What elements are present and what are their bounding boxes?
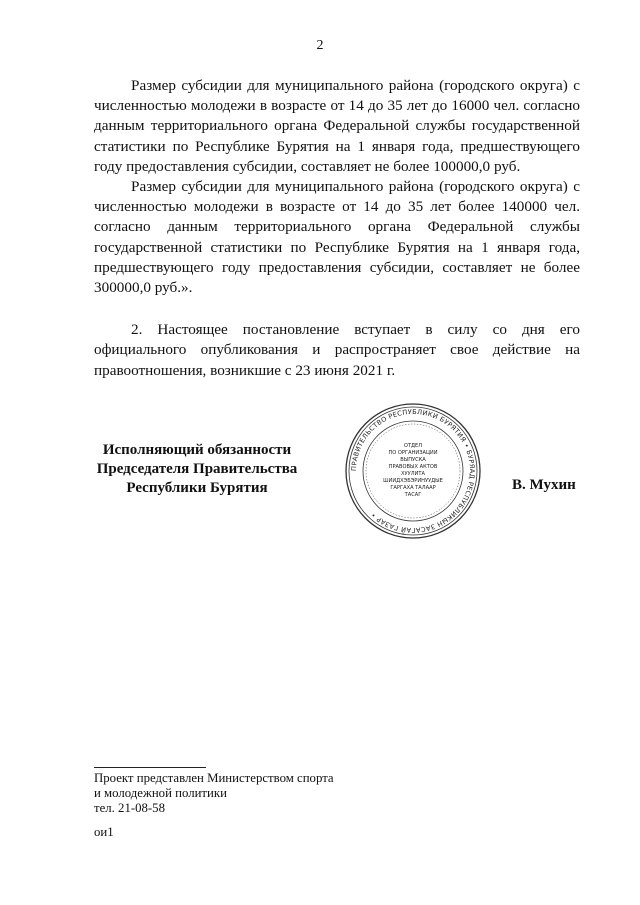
seal-line: ТАСАГ: [404, 492, 422, 498]
seal-line: ВЫПУСКА: [400, 457, 426, 463]
seal-line: ОТДЕЛ: [403, 443, 423, 449]
position-line: Исполняющий обязанности: [102, 442, 292, 458]
seal-line: ХУУЛИТА: [401, 471, 425, 477]
signatory-name: В. Мухин: [512, 477, 576, 493]
footnote: [94, 771, 334, 816]
document-body: [94, 76, 580, 381]
seal-line: ПО ОРГАНИЗАЦИИ: [388, 450, 438, 456]
seal-ring-text: ПРАВИТЕЛЬСТВО РЕСПУБЛИКИ БУРЯТИЯ • БУРЯАД РЕСПУБЛИКЫН ЗАСАГАЙ ГАЗАР •: [349, 407, 477, 535]
paragraph-subsidy-small: Размер субсидии для муниципального района (городского округа) с численностью молодежи в возрасте от 14 до 35 лет до 16000 чел. согласно данным территориального органа Федеральной службы государственной статистики по Республике Бурятия на 1 января года, предшествующего году предоставления субсидии, составляет не более 100000,0 руб.: [94, 77, 580, 175]
official-seal-stamp: [344, 402, 482, 540]
seal-line: ГАРГАХА ТАЛААР: [390, 485, 436, 491]
footnote-line: и молодежной политики: [94, 786, 227, 800]
footnote-line: Проект представлен Министерством спорта: [94, 771, 334, 785]
seal-line: ПРАВОВЫХ АКТОВ: [388, 464, 438, 470]
page-number: 2: [316, 38, 324, 53]
seal-line: ШИИДХЭБЭРИНУУДЫЕ: [383, 478, 443, 484]
document-code: ои1: [94, 825, 114, 839]
footnote-divider: [94, 767, 206, 768]
signatory-position: [94, 441, 300, 498]
position-line: Председателя Правительства: [96, 461, 298, 477]
paragraph-subsidy-large: Размер субсидии для муниципального района (городского округа) с численностью молодежи в возрасте от 14 до 35 лет более 140000 чел. согласно данным территориального органа Федеральной службы государственной статистики по Республике Бурятия на 1 января года, предшествующего году предоставления субсидии, составляет не более 300000,0 руб.».: [94, 178, 580, 297]
position-line: Республики Бурятия: [126, 480, 268, 496]
paragraph-effective-date: 2. Настоящее постановление вступает в силу со дня его официального опубликования и распространяет свое действие на правоотношения, возникшие с 23 июня 2021 г.: [94, 321, 580, 379]
footnote-line: тел. 21-08-58: [94, 801, 165, 815]
